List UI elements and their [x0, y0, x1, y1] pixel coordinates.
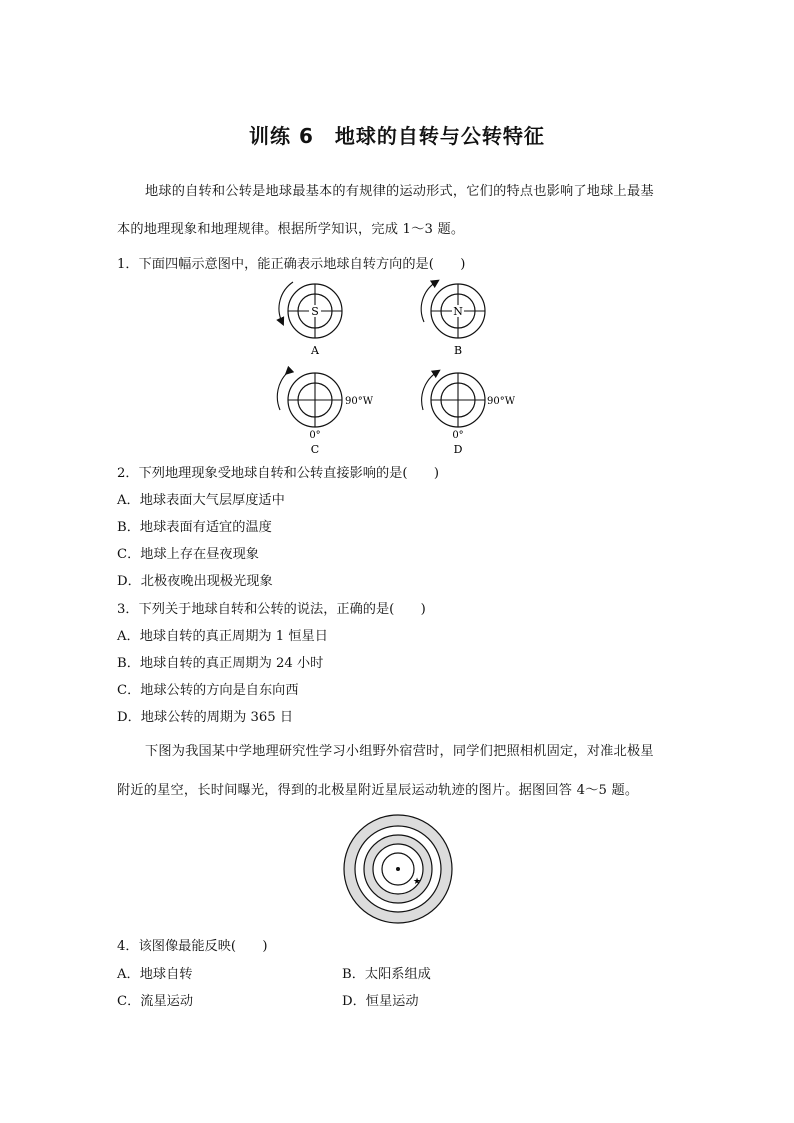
question-3-option-c: C．地球公转的方向是自东向西: [117, 683, 299, 698]
question-2-stem: 2．下列地理现象受地球自转和公转直接影响的是( ): [117, 466, 439, 481]
polaris-dot: [396, 867, 400, 871]
question-4-option-b: B．太阳系组成: [342, 967, 431, 982]
diagram-b-center: N: [453, 305, 463, 318]
question-2-option-a: A．地球表面大气层厚度适中: [117, 493, 285, 508]
diagram-c-label: C: [310, 443, 320, 456]
question-2-option-d: D．北极夜晚出现极光现象: [117, 574, 273, 589]
passage-2-line-1: 下图为我国某中学地理研究性学习小组野外宿营时，同学们把照相机固定，对准北极星: [145, 744, 654, 759]
diagram-d-label: D: [453, 443, 463, 456]
question-2-option-c: C．地球上存在昼夜现象: [117, 547, 259, 562]
intro-line-2: 本的地理现象和地理规律。根据所学知识，完成 1～3 题。: [117, 222, 465, 237]
diagram-d: [422, 372, 516, 456]
question-4-stem: 4．该图像最能反映( ): [117, 939, 268, 954]
passage-2-line-2: 附近的星空，长时间曝光，得到的北极星附近星辰运动轨迹的图片。据图回答 4～5 题。: [117, 783, 639, 798]
arrow-icon: [279, 282, 293, 322]
diagram-c: [277, 372, 373, 456]
question-4-option-a: A．地球自转: [117, 967, 193, 982]
arrow-icon: [277, 372, 288, 410]
diagram-a: [279, 282, 342, 357]
diagram-b: [421, 282, 485, 357]
question-3-option-b: B．地球自转的真正周期为 24 小时: [117, 656, 324, 671]
diagram-c-side: 90°W: [345, 396, 374, 407]
diagram-a-center: S: [311, 305, 319, 318]
diagram-d-side: 90°W: [487, 396, 516, 407]
star-icon: ★: [412, 877, 422, 887]
question-3-stem: 3．下列关于地球自转和公转的说法，正确的是( ): [117, 602, 426, 617]
page-title: 训练 6 地球的自转与公转特征: [249, 124, 545, 148]
arrow-icon: [421, 282, 436, 322]
diagram-d-bottom: 0°: [452, 430, 464, 441]
arrow-icon: [422, 372, 437, 410]
diagram-b-label: B: [453, 344, 463, 357]
question-3-option-a: A．地球自转的真正周期为 1 恒星日: [117, 629, 328, 644]
diagram-a-label: A: [311, 344, 319, 357]
diagram-c-bottom: 0°: [309, 430, 321, 441]
question-4-option-d: D．恒星运动: [342, 994, 419, 1009]
question-4-option-c: C．流星运动: [117, 994, 194, 1009]
question-2-option-b: B．地球表面有适宜的温度: [117, 520, 272, 535]
question-1-stem: 1．下面四幅示意图中，能正确表示地球自转方向的是( ): [117, 257, 466, 272]
rotation-diagrams: [260, 278, 540, 458]
question-3-option-d: D．地球公转的周期为 365 日: [117, 710, 294, 725]
star-trail-figure: [342, 813, 454, 925]
intro-line-1: 地球的自转和公转是地球最基本的有规律的运动形式，它们的特点也影响了地球上最基: [145, 184, 654, 199]
